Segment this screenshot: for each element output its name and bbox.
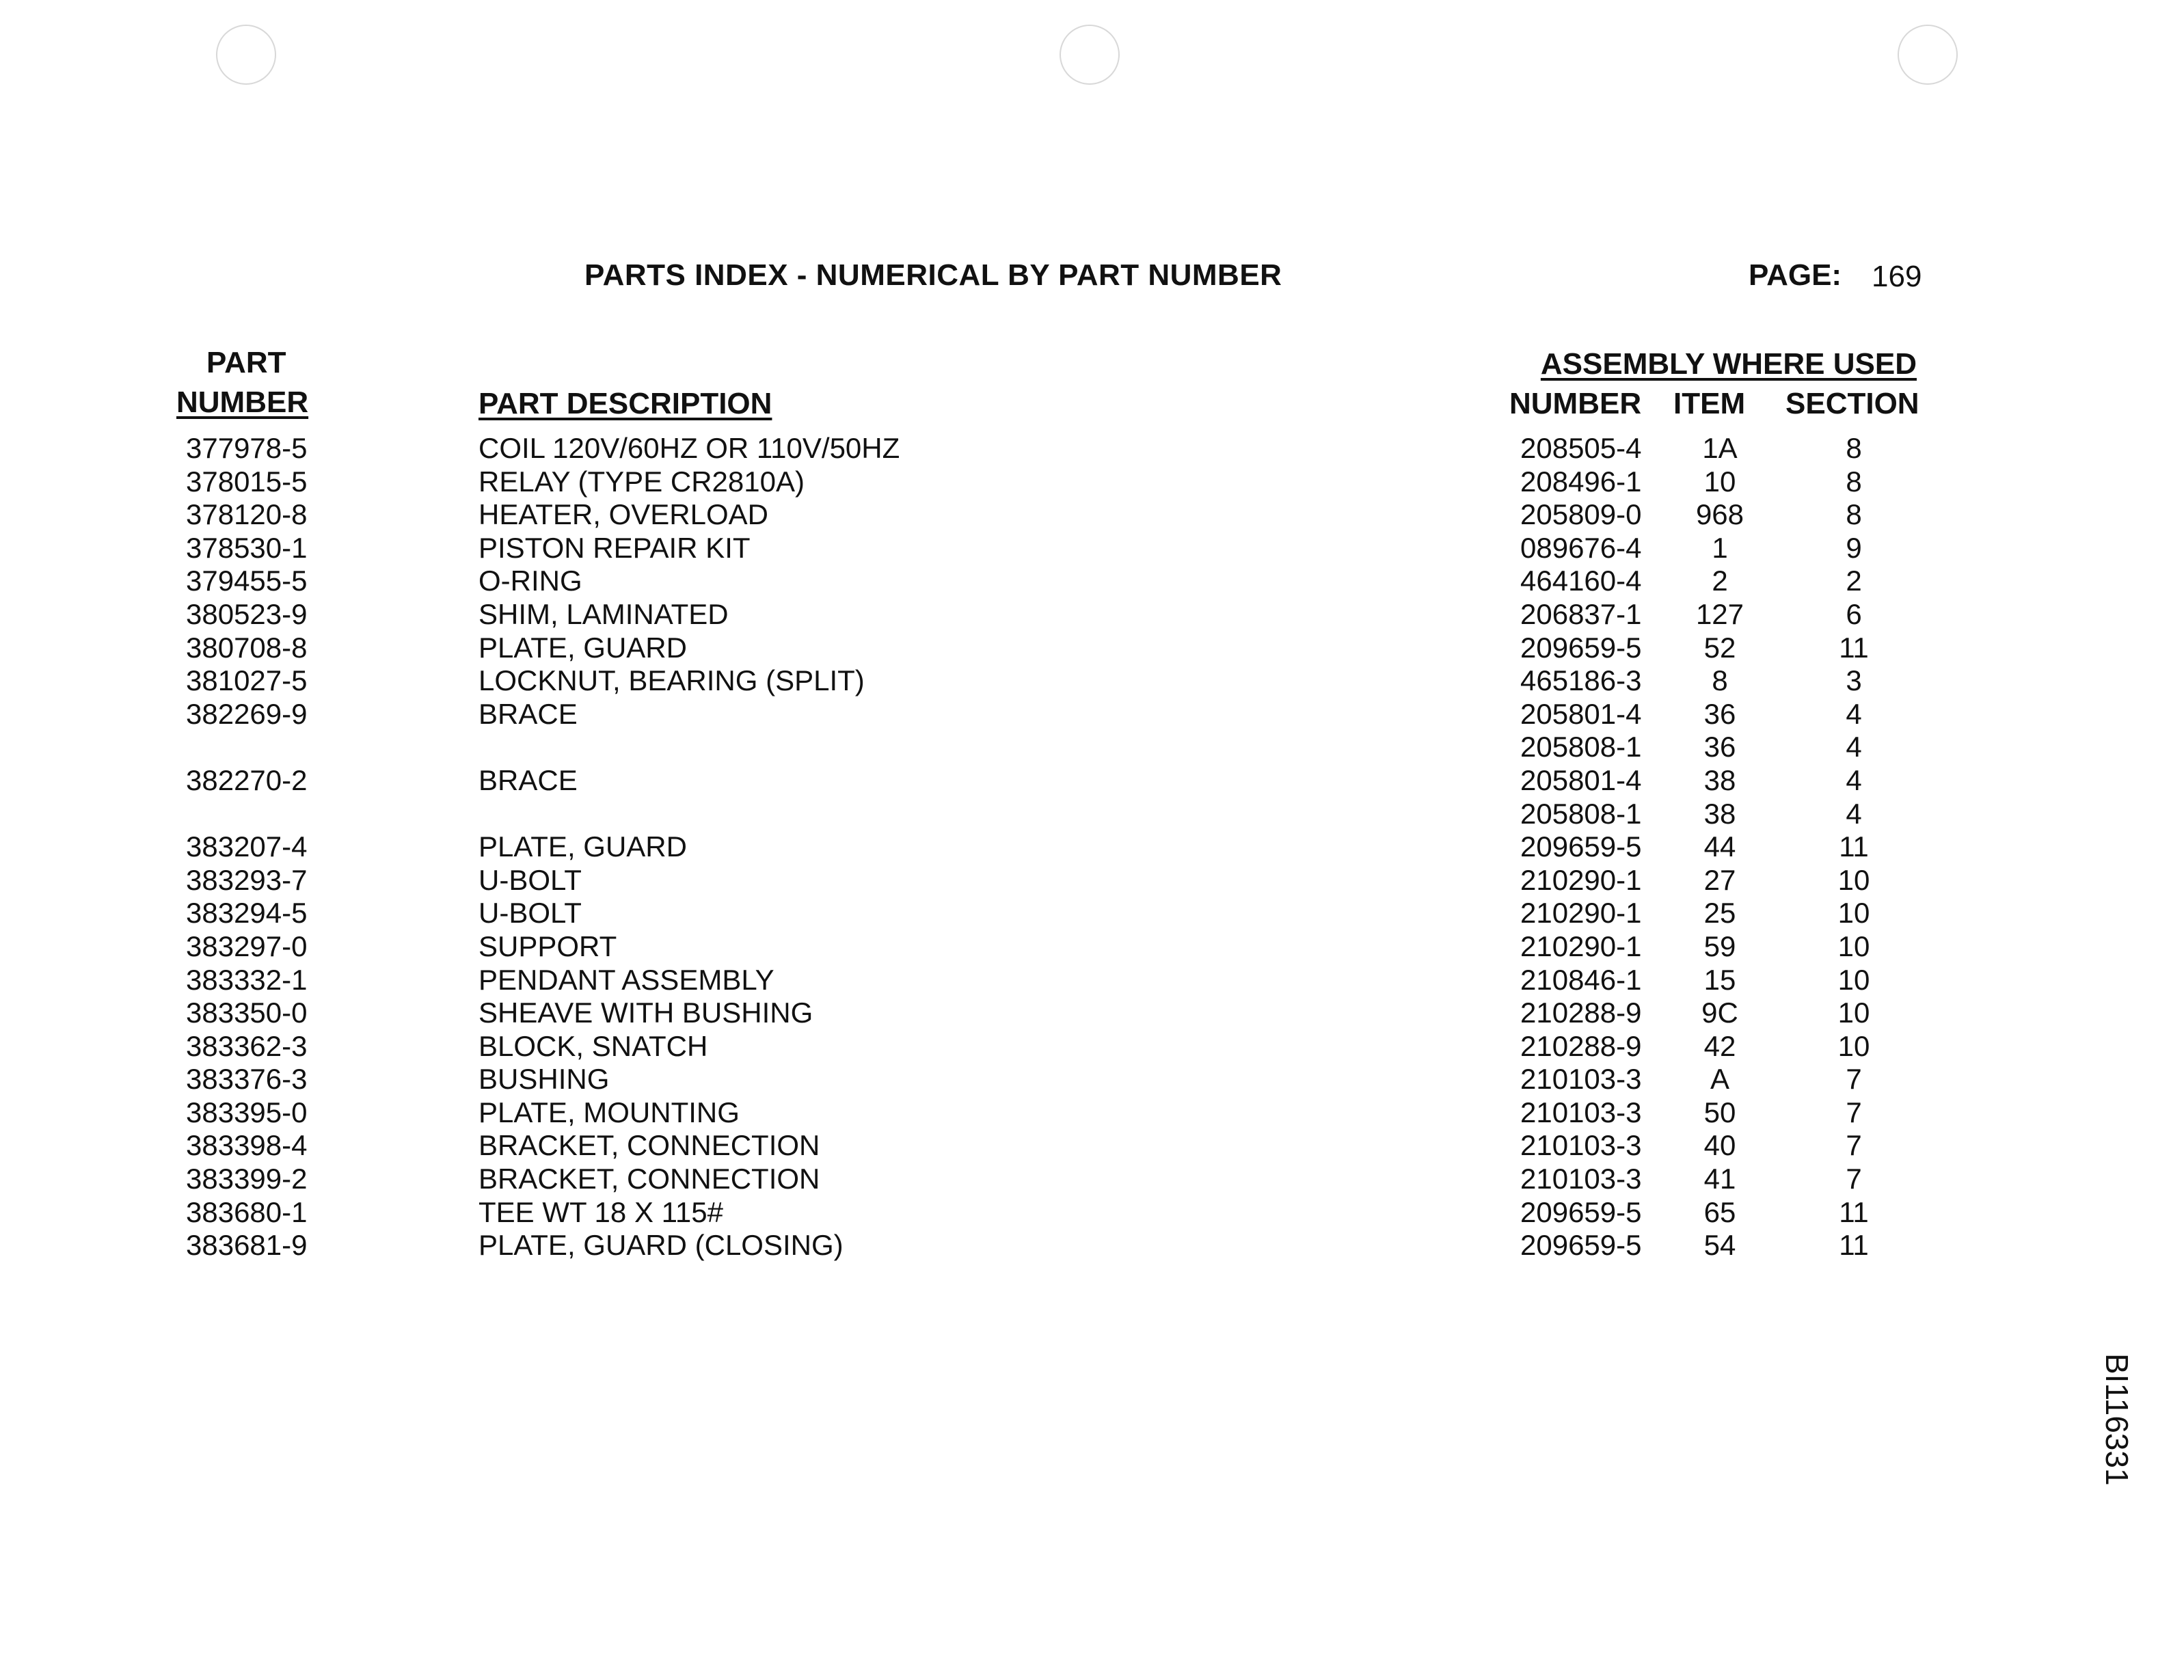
- table-row: [0, 1229, 2184, 1262]
- table-row: [0, 565, 2184, 598]
- section-cell: 3: [1846, 664, 1862, 697]
- assembly-number-cell: 205801-4: [1520, 697, 1642, 730]
- section-cell: 11: [1839, 1229, 1869, 1262]
- item-cell: 1: [1712, 531, 1728, 564]
- item-cell: 41: [1703, 1163, 1736, 1195]
- item-cell: 27: [1703, 863, 1736, 896]
- part-description-cell: RELAY (TYPE CR2810A): [478, 465, 805, 498]
- punch-hole: [1060, 25, 1120, 85]
- punch-hole: [1898, 25, 1958, 85]
- table-row: [0, 432, 2184, 465]
- table-row: [0, 632, 2184, 665]
- part-number-cell: 380523-9: [186, 597, 308, 630]
- part-description-cell: BRACE: [478, 697, 578, 730]
- table-row: [0, 1063, 2184, 1096]
- assembly-number-cell: 205808-1: [1520, 797, 1642, 830]
- section-cell: 7: [1846, 1063, 1862, 1096]
- part-description-cell: SHIM, LAMINATED: [478, 597, 729, 630]
- section-cell: 7: [1846, 1163, 1862, 1195]
- section-cell: 8: [1846, 498, 1862, 531]
- assembly-number-cell: 209659-5: [1520, 631, 1642, 664]
- item-cell: 15: [1703, 963, 1736, 996]
- section-cell: 10: [1837, 930, 1870, 962]
- part-description-cell: U-BOLT: [478, 863, 582, 896]
- section-cell: 11: [1839, 1195, 1869, 1228]
- table-row: [0, 1196, 2184, 1230]
- item-cell: 36: [1703, 731, 1736, 763]
- assembly-number-cell: 210103-3: [1520, 1163, 1642, 1195]
- part-description-cell: BRACKET, CONNECTION: [478, 1163, 820, 1195]
- part-description-cell: LOCKNUT, BEARING (SPLIT): [478, 664, 865, 697]
- table-row: [0, 897, 2184, 930]
- table-row: [0, 1096, 2184, 1130]
- part-number-cell: 383294-5: [186, 897, 308, 930]
- assembly-number-cell: 210846-1: [1520, 963, 1642, 996]
- table-row: [0, 997, 2184, 1030]
- column-header-item: ITEM: [1673, 387, 1746, 420]
- part-number-cell: 377978-5: [186, 432, 308, 464]
- assembly-number-cell: 465186-3: [1520, 664, 1642, 697]
- section-cell: 10: [1837, 1029, 1870, 1062]
- item-cell: 25: [1703, 897, 1736, 930]
- section-cell: 8: [1846, 432, 1862, 464]
- part-number-cell: 379455-5: [186, 565, 308, 597]
- section-cell: 7: [1846, 1096, 1862, 1128]
- table-row: [0, 764, 2184, 798]
- assembly-number-cell: 210290-1: [1520, 897, 1642, 930]
- part-number-cell: 383376-3: [186, 1063, 308, 1096]
- assembly-number-cell: 210288-9: [1520, 997, 1642, 1029]
- item-cell: 10: [1703, 465, 1736, 498]
- section-cell: 4: [1846, 763, 1862, 796]
- part-description-cell: BUSHING: [478, 1063, 610, 1096]
- item-cell: 36: [1703, 697, 1736, 730]
- item-cell: 65: [1703, 1195, 1736, 1228]
- part-description-cell: PLATE, GUARD: [478, 830, 687, 863]
- assembly-number-cell: 210290-1: [1520, 930, 1642, 962]
- item-cell: 54: [1703, 1229, 1736, 1262]
- part-number-cell: 383362-3: [186, 1029, 308, 1062]
- section-cell: 6: [1846, 597, 1862, 630]
- table-row: [0, 731, 2184, 764]
- part-number-cell: 378015-5: [186, 465, 308, 498]
- assembly-number-cell: 206837-1: [1520, 597, 1642, 630]
- part-number-cell: 383297-0: [186, 930, 308, 962]
- assembly-number-cell: 205801-4: [1520, 763, 1642, 796]
- section-cell: 4: [1846, 797, 1862, 830]
- column-header-description: PART DESCRIPTION: [478, 387, 772, 420]
- table-row: [0, 798, 2184, 831]
- item-cell: 52: [1703, 631, 1736, 664]
- table-row: [0, 532, 2184, 565]
- column-header-assembly-number: NUMBER: [1509, 387, 1642, 420]
- table-row: [0, 1129, 2184, 1163]
- column-header-part: PART: [206, 346, 286, 379]
- part-description-cell: PENDANT ASSEMBLY: [478, 963, 774, 996]
- part-description-cell: BRACE: [478, 763, 578, 796]
- part-description-cell: PISTON REPAIR KIT: [478, 531, 751, 564]
- assembly-number-cell: 089676-4: [1520, 531, 1642, 564]
- page-label: PAGE:: [1749, 258, 1842, 292]
- section-cell: 10: [1837, 997, 1870, 1029]
- part-number-cell: 380708-8: [186, 631, 308, 664]
- table-row: [0, 830, 2184, 864]
- part-number-cell: 383207-4: [186, 830, 308, 863]
- table-row: [0, 1163, 2184, 1196]
- column-header-part-number: NUMBER: [176, 385, 309, 419]
- section-cell: 2: [1846, 565, 1862, 597]
- item-cell: 968: [1695, 498, 1744, 531]
- assembly-number-cell: 205808-1: [1520, 731, 1642, 763]
- part-description-cell: O-RING: [478, 565, 582, 597]
- table-row: [0, 864, 2184, 897]
- section-cell: 4: [1846, 697, 1862, 730]
- part-number-cell: 383399-2: [186, 1163, 308, 1195]
- page-title: PARTS INDEX - NUMERICAL BY PART NUMBER: [584, 258, 1282, 292]
- parts-table: [0, 432, 2184, 1262]
- punch-hole: [216, 25, 276, 85]
- part-description-cell: U-BOLT: [478, 897, 582, 930]
- part-description-cell: HEATER, OVERLOAD: [478, 498, 768, 531]
- section-cell: 11: [1839, 830, 1869, 863]
- assembly-number-cell: 210290-1: [1520, 863, 1642, 896]
- table-row: [0, 498, 2184, 532]
- item-cell: 38: [1703, 797, 1736, 830]
- part-number-cell: 383680-1: [186, 1195, 308, 1228]
- part-description-cell: SUPPORT: [478, 930, 617, 962]
- table-row: [0, 698, 2184, 731]
- section-cell: 8: [1846, 465, 1862, 498]
- part-description-cell: TEE WT 18 X 115#: [478, 1195, 723, 1228]
- part-description-cell: COIL 120V/60HZ OR 110V/50HZ: [478, 432, 900, 464]
- item-cell: 59: [1703, 930, 1736, 962]
- item-cell: 44: [1703, 830, 1736, 863]
- part-number-cell: 383293-7: [186, 863, 308, 896]
- item-cell: 2: [1712, 565, 1728, 597]
- part-description-cell: PLATE, GUARD: [478, 631, 687, 664]
- part-number-cell: 383398-4: [186, 1129, 308, 1162]
- assembly-number-cell: 210288-9: [1520, 1029, 1642, 1062]
- part-number-cell: 381027-5: [186, 664, 308, 697]
- assembly-number-cell: 208505-4: [1520, 432, 1642, 464]
- column-header-section: SECTION: [1785, 387, 1919, 420]
- assembly-number-cell: 209659-5: [1520, 1229, 1642, 1262]
- part-number-cell: 382270-2: [186, 763, 308, 796]
- part-description-cell: PLATE, MOUNTING: [478, 1096, 740, 1128]
- part-description-cell: BLOCK, SNATCH: [478, 1029, 708, 1062]
- part-number-cell: 383350-0: [186, 997, 308, 1029]
- assembly-number-cell: 464160-4: [1520, 565, 1642, 597]
- assembly-number-cell: 210103-3: [1520, 1063, 1642, 1096]
- part-description-cell: PLATE, GUARD (CLOSING): [478, 1229, 844, 1262]
- part-number-cell: 382269-9: [186, 697, 308, 730]
- table-row: [0, 664, 2184, 698]
- table-row: [0, 1030, 2184, 1063]
- assembly-number-cell: 210103-3: [1520, 1096, 1642, 1128]
- item-cell: 8: [1712, 664, 1728, 697]
- section-cell: 7: [1846, 1129, 1862, 1162]
- item-cell: 127: [1695, 597, 1744, 630]
- assembly-number-cell: 209659-5: [1520, 830, 1642, 863]
- part-number-cell: 383395-0: [186, 1096, 308, 1128]
- part-number-cell: 383332-1: [186, 963, 308, 996]
- assembly-number-cell: 209659-5: [1520, 1195, 1642, 1228]
- section-cell: 10: [1837, 963, 1870, 996]
- column-header-assembly-where-used: ASSEMBLY WHERE USED: [1540, 347, 1917, 381]
- item-cell: 40: [1703, 1129, 1736, 1162]
- item-cell: 1A: [1702, 432, 1738, 464]
- table-row: [0, 930, 2184, 964]
- part-number-cell: 378120-8: [186, 498, 308, 531]
- assembly-number-cell: 208496-1: [1520, 465, 1642, 498]
- part-description-cell: SHEAVE WITH BUSHING: [478, 997, 813, 1029]
- page-number: 169: [1872, 260, 1922, 293]
- assembly-number-cell: 210103-3: [1520, 1129, 1642, 1162]
- document-code: BI116331: [2099, 1353, 2135, 1486]
- section-cell: 11: [1839, 631, 1869, 664]
- section-cell: 10: [1837, 863, 1870, 896]
- item-cell: 9C: [1701, 997, 1738, 1029]
- item-cell: 42: [1703, 1029, 1736, 1062]
- assembly-number-cell: 205809-0: [1520, 498, 1642, 531]
- section-cell: 4: [1846, 731, 1862, 763]
- item-cell: 50: [1703, 1096, 1736, 1128]
- section-cell: 9: [1846, 531, 1862, 564]
- section-cell: 10: [1837, 897, 1870, 930]
- item-cell: A: [1710, 1063, 1729, 1096]
- part-number-cell: 383681-9: [186, 1229, 308, 1262]
- item-cell: 38: [1703, 763, 1736, 796]
- table-row: [0, 598, 2184, 632]
- table-row: [0, 964, 2184, 997]
- part-number-cell: 378530-1: [186, 531, 308, 564]
- part-description-cell: BRACKET, CONNECTION: [478, 1129, 820, 1162]
- table-row: [0, 465, 2184, 499]
